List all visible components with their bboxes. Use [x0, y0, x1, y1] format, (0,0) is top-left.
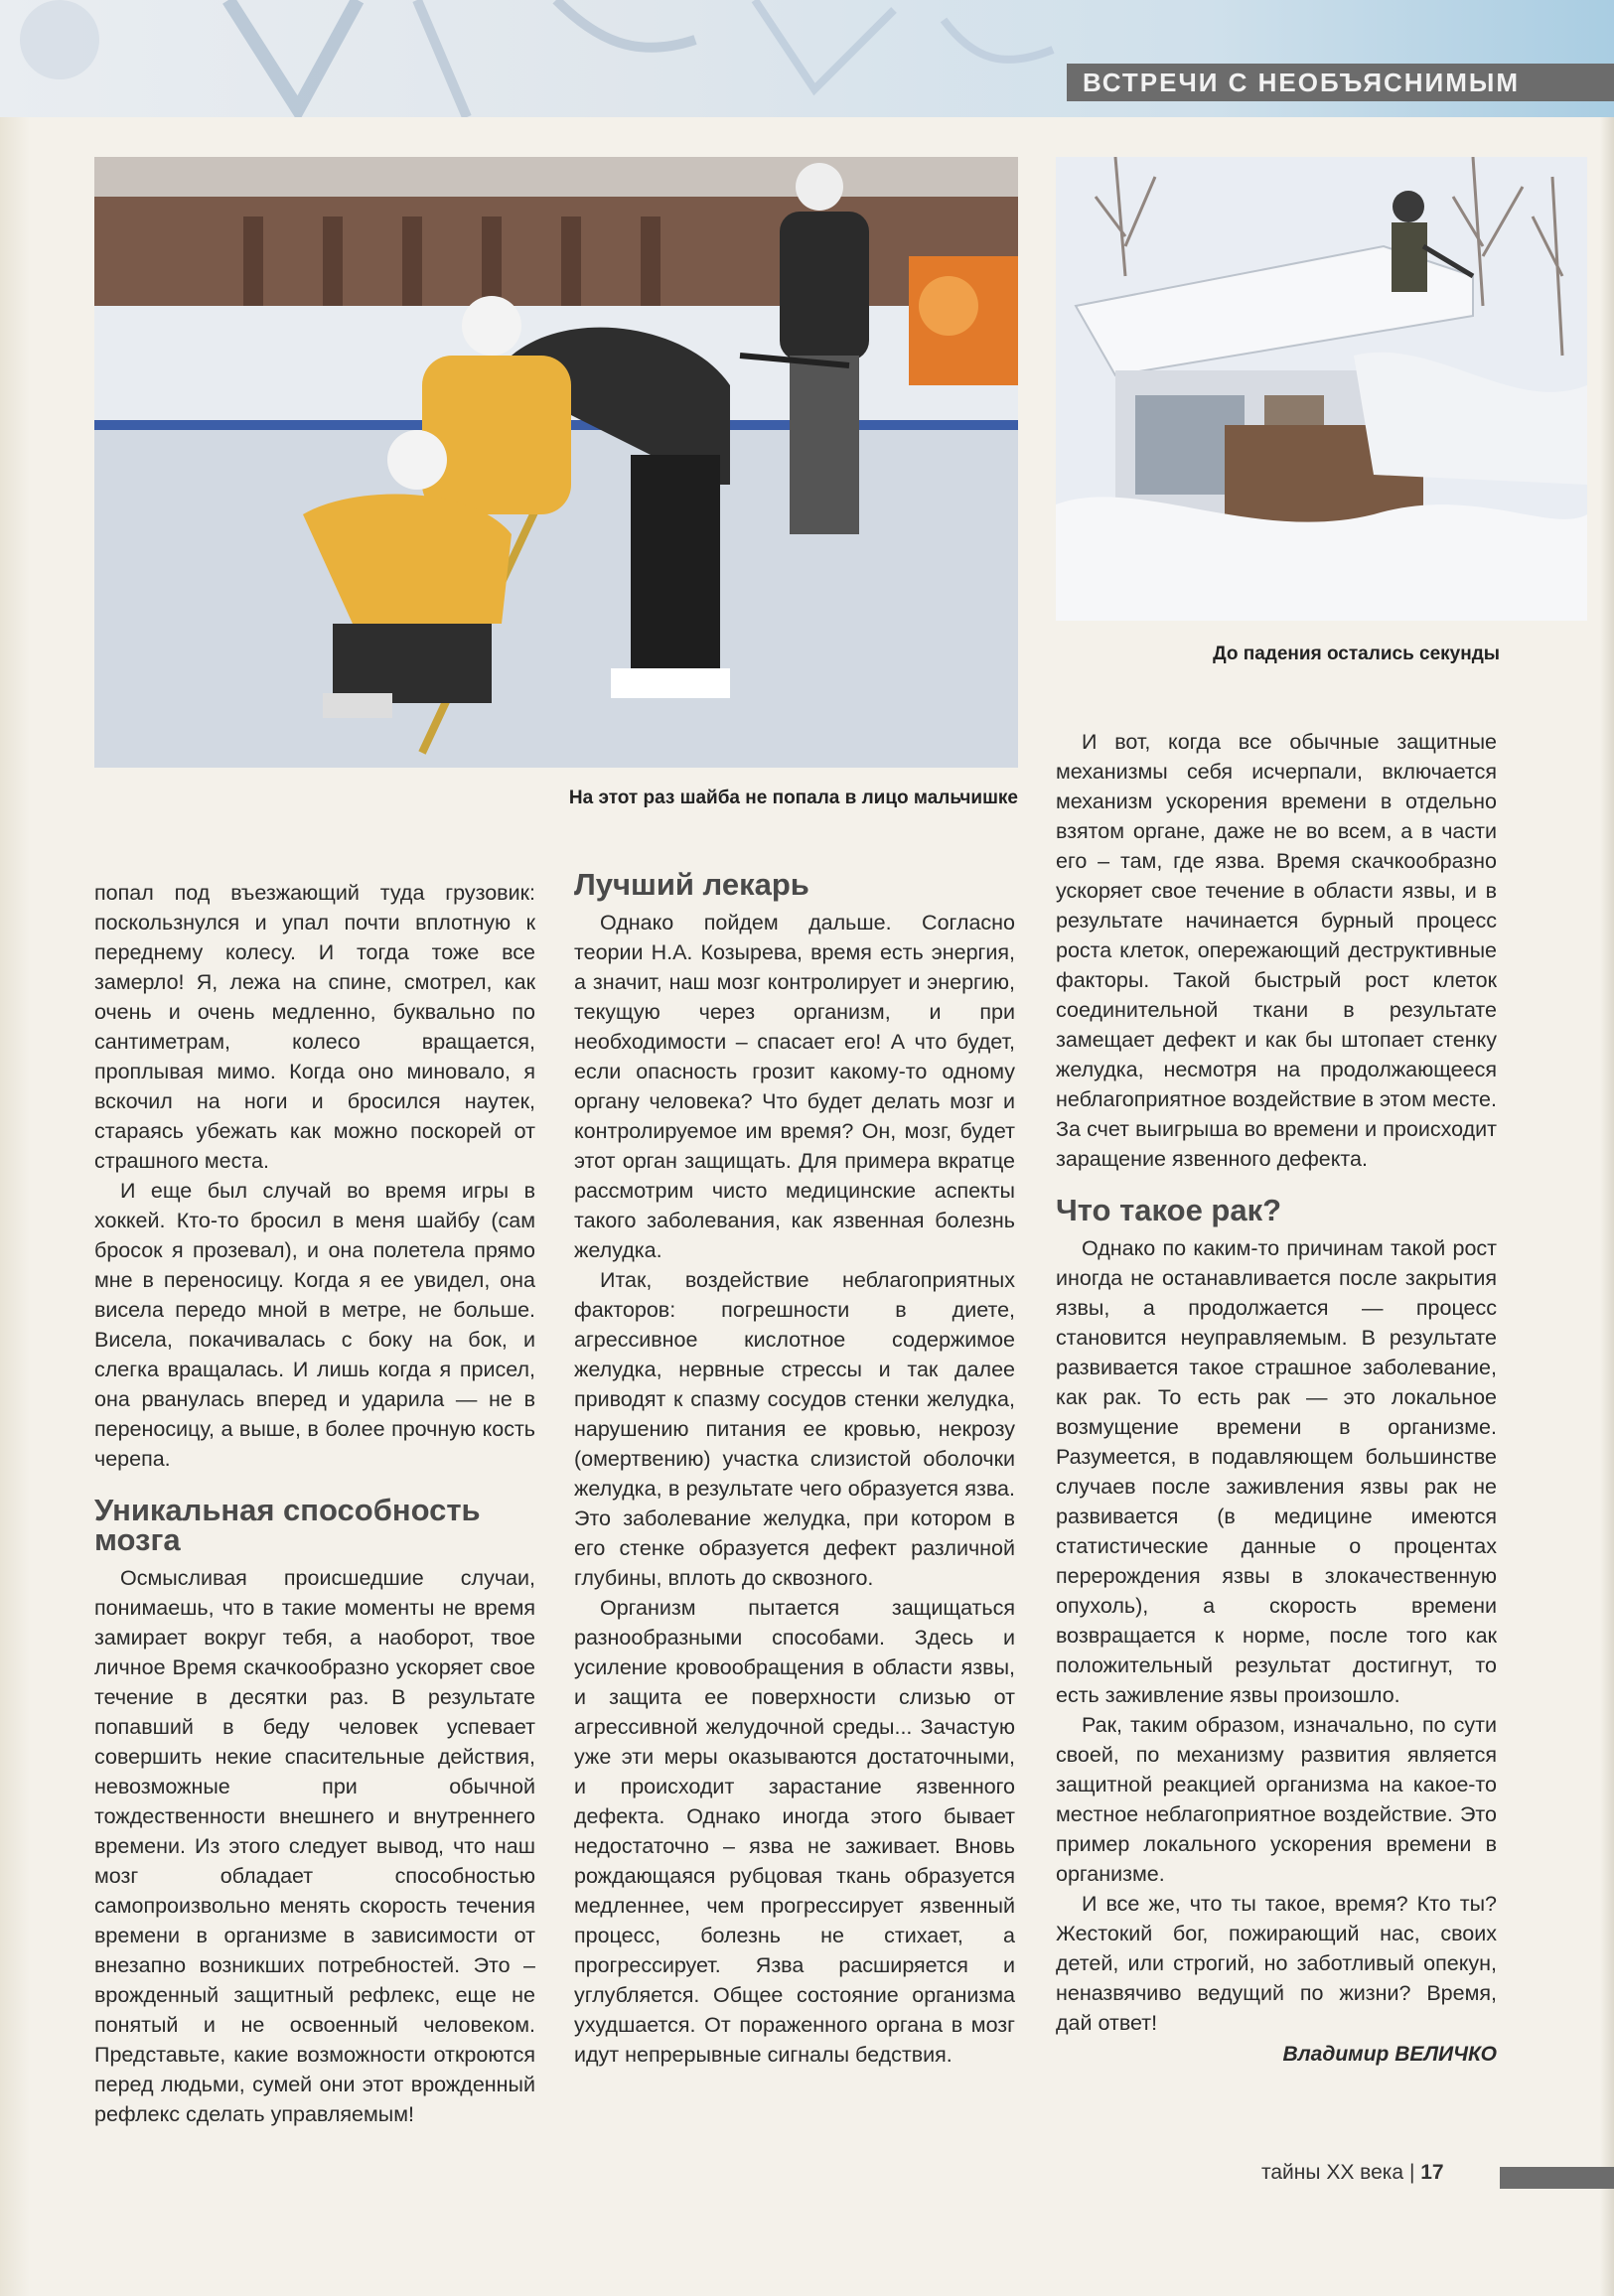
- col1-paragraph-2: И еще был случай во время игры в хоккей. Кто-то бросил в меня шайбу (сам бросок я прозевал), и она полетела прямо мне в переносицу. Когда я ее увидел, она висела передо мной в метре, не больше. Висела, покачивалась с боку на бок, и слегка вращалась. И лишь когда я присел, она рванулась вперед и ударила — не в переносицу, а выше, в более прочную кость черепа.: [94, 1179, 535, 1471]
- snow-photo-caption: До падения остались секунды: [1213, 644, 1500, 664]
- col2-paragraph-1: Однако пойдем дальше. Согласно теории Н.А. Козырева, время есть энергия, а значит, наш мозг контролирует и энергию, текущую через организм, и при необходимости – спасает его! А что будет, если опасность грозит какому-то одному органу человека? Что будет делать мозг и контролируемое им время? Он, мозг, будет этот орган защищать. Для примера вкратце рассмотрим чисто медицинские аспекты такого заболевания, как язвенная болезнь желудка.: [574, 911, 1015, 1262]
- page-edge-right: [1600, 0, 1614, 2296]
- footer-bar: [1500, 2167, 1614, 2189]
- article-author: Владимир ВЕЛИЧКО: [1282, 2043, 1497, 2066]
- snow-photo: [1056, 157, 1587, 621]
- magazine-name: тайны XX века: [1261, 2161, 1404, 2184]
- page-number: 17: [1420, 2161, 1444, 2184]
- article-column-2: [574, 867, 1015, 2070]
- page-footer: [1261, 2161, 1444, 2185]
- col1-paragraph-3: Осмысливая происшедшие случаи, понимаешь, что в такие моменты не время замирает вокруг тебя, а наоборот, твое личное Время скачкообразно ускоряет свое течение в десятки раз. В результате попавший в беду человек успевает совершить некие спасительные действия, невозможные при обычной тождественности внешнего и внутреннего времени. Из этого следует вывод, что наш мозг обладает способностью самопроизвольно менять скорость течения времени в организме в зависимости от внезапно возникших потребностей. Это – врожденный защитный рефлекс, еще не понятый и не освоенный человеком. Представьте, какие возможности откроются перед людьми, сумей они этот врожденный рефлекс сделать управляемым!: [94, 1566, 535, 2126]
- col2-paragraph-2: Итак, воздействие неблагоприятных факторов: погрешности в диете, агрессивное кислотное содержимое желудка, нервные стрессы и так далее приводят к спазму сосудов стенки желудка, нарушению питания ее кровью, некрозу (омертвению) участка слизистой оболочки желудка, в результате чего образуется язва. Это заболевание желудка, при котором в его стенке образуется дефект различной глубины, вплоть до сквозного.: [574, 1268, 1015, 1590]
- col2-paragraph-3: Организм пытается защищаться разнообразными способами. Здесь и усиление кровообращения в области язвы, и защита ее поверхности слизью от агрессивной желудочной среды... Зачастую уже эти меры оказываются достаточными, и происходит зарастание язвенного дефекта. Однако иногда этого бывает недостаточно – язва не заживает. Вновь рождающаяся рубцовая ткань образуется медленнее, чем прогрессирует язвенный процесс, болезнь не стихает, а прогрессирует. Язва расширяется и углубляется. Общее состояние организма ухудшается. От пораженного органа в мозг идут непрерывные сигналы бедствия.: [574, 1596, 1015, 2067]
- col3-paragraph-1: И вот, когда все обычные защитные механизмы себя исчерпали, включается механизм ускорения времени в отдельно взятом органе, даже не во всем, а в части его – там, где язва. Время скачкообразно ускоряет свое течение в области язвы, и в результате начинается бурный процесс роста клеток, опережающий деструктивные факторы. Такой быстрый рост клеток соединительной ткани в результате замещает дефект и как бы штопает стенку желудка, несмотря на продолжающееся неблагоприятное воздействие в этом месте. За счет выигрыша во времени и происходит заращение язвенного дефекта.: [1056, 730, 1497, 1171]
- article-column-3: [1056, 727, 1497, 2070]
- footer-separator: |: [1408, 2161, 1415, 2184]
- snow-illustration: [1056, 157, 1587, 621]
- subheading-unique-ability: Уникальная способность мозга: [94, 1493, 481, 1557]
- subheading-best-healer: Лучший лекарь: [574, 867, 809, 902]
- section-rubric: ВСТРЕЧИ С НЕОБЪЯСНИМЫМ: [1083, 68, 1521, 97]
- hockey-illustration: [94, 157, 1018, 768]
- hockey-photo: [94, 157, 1018, 768]
- page-edge-left: [0, 0, 30, 2296]
- hockey-photo-caption: На этот раз шайба не попала в лицо мальчишке: [568, 788, 1018, 808]
- col3-paragraph-4: И все же, что ты такое, время? Кто ты? Жестокий бог, пожирающий нас, своих детей, или строгий, но заботливый опекун, неназвячиво ведущий по жизни? Время, дай ответ!: [1056, 1892, 1497, 2035]
- subheading-what-is-cancer: Что такое рак?: [1056, 1193, 1282, 1227]
- col3-paragraph-2: Однако по каким-то причинам такой рост иногда не останавливается после закрытия язвы, а продолжается — процесс становится неуправляемым. В результате развивается такое страшное заболевание, как рак. То есть рак — это локальное возмущение времени в организме. Разумеется, в подавляющем большинстве случаев после заживления язвы рак не развивается (в медицине имеются статистические данные о процентах перерождения язвы в злокачественную опухоль), а скорость времени возвращается к норме, после того как положительный результат достигнут, то есть заживление язвы произошло.: [1056, 1236, 1497, 1707]
- article-column-1: [94, 878, 535, 2129]
- col3-paragraph-3: Рак, таким образом, изначально, по сути своей, по механизму развития является защитной реакцией организма на какое-то местное неблагоприятное воздействие. Это пример локального ускорения времени в организме.: [1056, 1713, 1497, 1886]
- col1-paragraph-1: попал под въезжающий туда грузовик: поскользнулся и упал почти вплотную к переднему колесу. И тогда тоже все замерло! Я, лежа на спине, смотрел, как очень и очень медленно, буквально по сантиметрам, колесо вращается, проплывая мимо. Когда оно миновало, я вскочил на ноги и бросился наутек, стараясь убежать как можно поскорей от страшного места.: [94, 881, 535, 1173]
